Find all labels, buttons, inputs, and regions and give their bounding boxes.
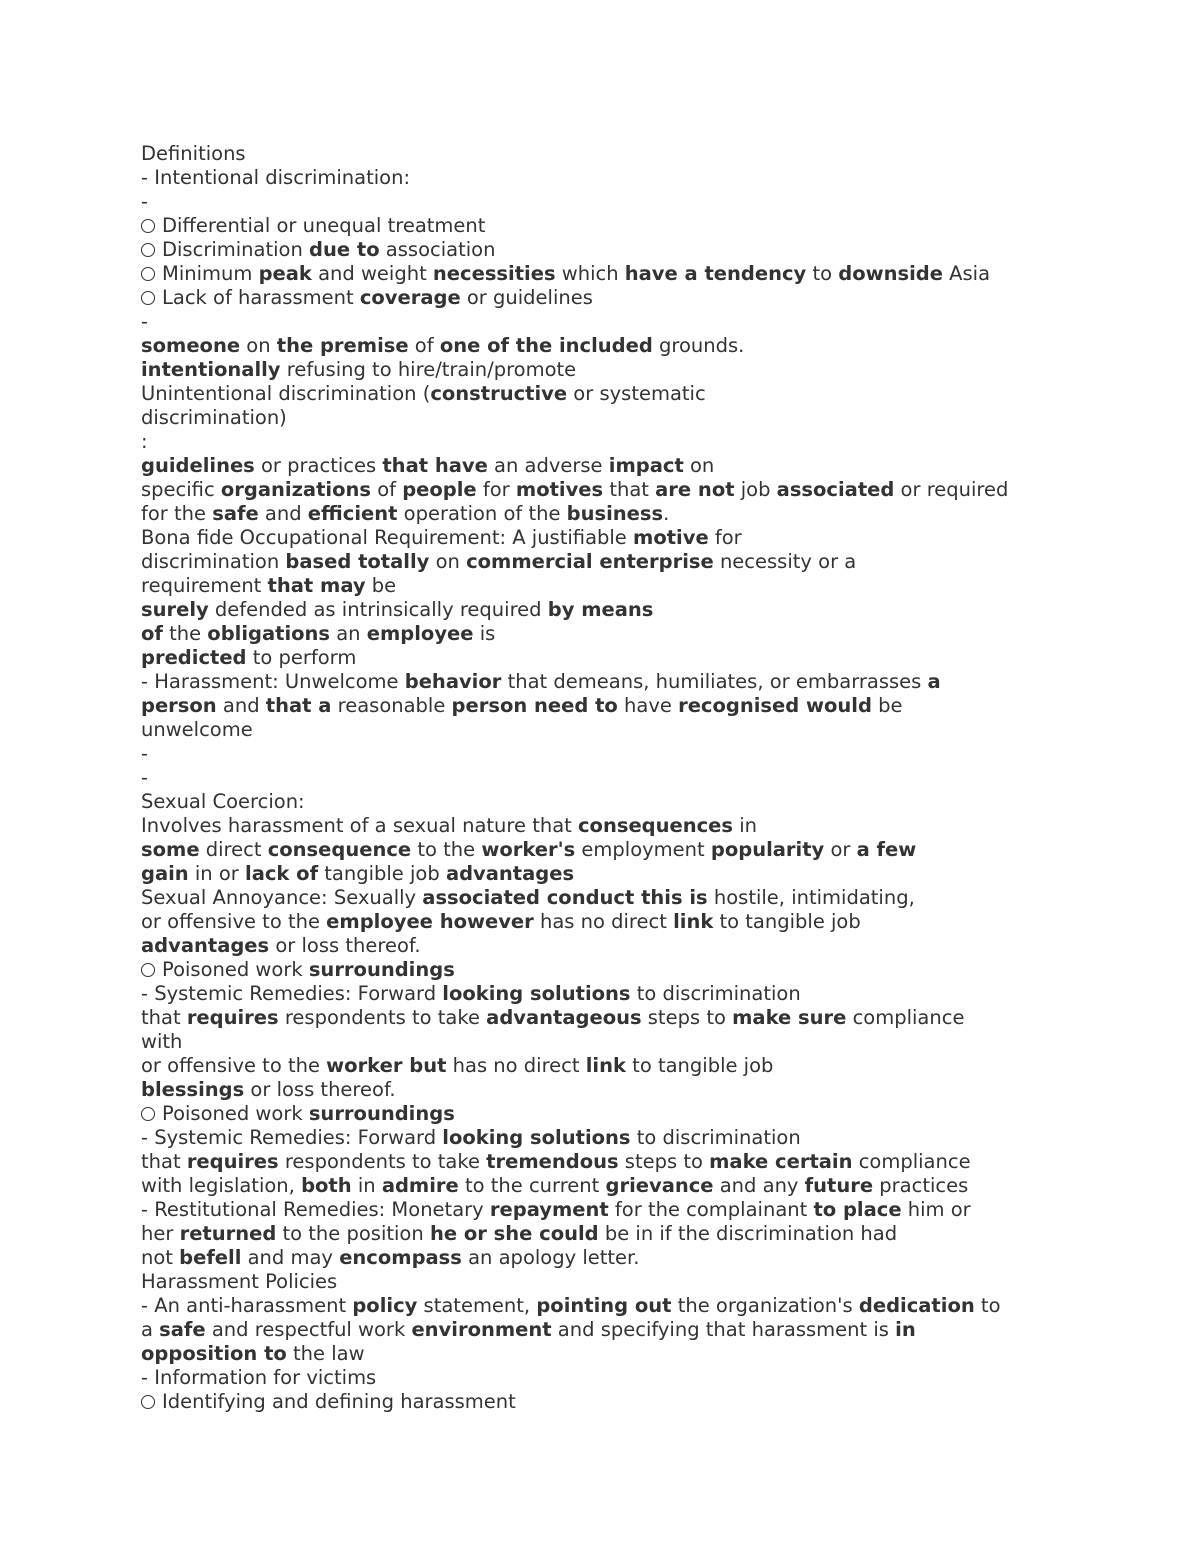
text-run: on <box>683 454 715 477</box>
text-line <box>141 238 1141 262</box>
text-line <box>141 1102 1141 1126</box>
text-line <box>141 1126 1141 1150</box>
bold-text: obligations <box>207 622 331 645</box>
text-run: or required <box>894 478 1009 501</box>
bold-text: future <box>804 1174 874 1197</box>
circle-bullet-icon <box>141 1395 155 1409</box>
bold-text: opposition to <box>141 1342 287 1365</box>
bold-text: necessities <box>432 262 556 285</box>
text-line <box>141 310 1141 334</box>
text-line <box>141 646 1141 670</box>
bold-text: associated <box>776 478 895 501</box>
text-run: Lack of harassment <box>162 286 360 309</box>
text-run: an <box>330 622 367 645</box>
circle-bullet-icon <box>141 243 155 257</box>
text-run: job <box>734 478 777 501</box>
bold-text: constructive <box>430 382 568 405</box>
text-run: to the current <box>458 1174 606 1197</box>
text-run: and any <box>713 1174 805 1197</box>
text-run: - <box>141 742 149 765</box>
bold-text: employee however <box>326 910 534 933</box>
circle-bullet-icon <box>141 267 155 281</box>
bold-text: repayment <box>489 1198 609 1221</box>
text-run: employment <box>575 838 711 861</box>
text-run: Asia <box>942 262 991 285</box>
text-line <box>141 1342 1141 1366</box>
text-run: of <box>371 478 403 501</box>
bold-text: a few <box>856 838 917 861</box>
bold-text: coverage <box>359 286 461 309</box>
text-run: refusing to hire/train/promote <box>280 358 577 381</box>
text-run: Differential or unequal treatment <box>162 214 486 237</box>
bold-text: requires <box>186 1006 279 1029</box>
text-run: the law <box>286 1342 365 1365</box>
bold-text: make sure <box>732 1006 847 1029</box>
bold-text: motives <box>515 478 604 501</box>
text-run: necessity or a <box>713 550 857 573</box>
bold-text: based totally <box>285 550 430 573</box>
text-line <box>141 550 1141 574</box>
text-run: and <box>216 694 266 717</box>
text-run: discrimination) <box>141 406 287 429</box>
bold-text: befell <box>179 1246 242 1269</box>
bold-text: safe <box>159 1318 206 1341</box>
bold-text: advantageous <box>486 1006 642 1029</box>
bold-text: motive <box>633 526 709 549</box>
bold-text: by means <box>547 598 654 621</box>
text-run: compliance <box>852 1150 971 1173</box>
bold-text: blessings <box>141 1078 245 1101</box>
text-line <box>141 1030 1141 1054</box>
bold-text: encompass <box>339 1246 462 1269</box>
text-run: or systematic <box>567 382 706 405</box>
text-line <box>141 814 1141 838</box>
text-line <box>141 190 1141 214</box>
text-line <box>141 478 1141 502</box>
text-run: that demeans, humiliates, or embarrasses <box>501 670 928 693</box>
text-line <box>141 742 1141 766</box>
text-run: for the <box>141 502 213 525</box>
text-run: on <box>429 550 467 573</box>
text-run: or practices <box>254 454 383 477</box>
text-line <box>141 142 1141 166</box>
text-line <box>141 1198 1141 1222</box>
bold-text: one of the included <box>439 334 653 357</box>
text-run: practices <box>873 1174 969 1197</box>
text-run: and weight <box>311 262 433 285</box>
bold-text: person need to <box>451 694 618 717</box>
bold-text: efficient <box>307 502 398 525</box>
bold-text: consequences <box>578 814 734 837</box>
text-run: direct <box>199 838 268 861</box>
text-line <box>141 1318 1141 1342</box>
text-run: in <box>351 1174 382 1197</box>
bold-text: employee <box>366 622 474 645</box>
bold-text: commercial enterprise <box>466 550 714 573</box>
text-run: compliance <box>846 1006 965 1029</box>
text-run: that <box>141 1150 187 1173</box>
text-run: the <box>162 622 208 645</box>
bold-text: worker but <box>326 1054 447 1077</box>
bold-text: policy <box>352 1294 418 1317</box>
text-line <box>141 1294 1141 1318</box>
text-run: the organization's <box>671 1294 859 1317</box>
bold-text: consequence <box>267 838 412 861</box>
text-line <box>141 1078 1141 1102</box>
text-run: is <box>473 622 496 645</box>
bold-text: some <box>141 838 200 861</box>
text-run: Poisoned work <box>162 1102 309 1125</box>
text-line <box>141 982 1141 1006</box>
text-line <box>141 1366 1141 1390</box>
text-run: or offensive to the <box>141 910 327 933</box>
text-run: Poisoned work <box>162 958 309 981</box>
bold-text: link <box>673 910 714 933</box>
bold-text: person <box>141 694 217 717</box>
text-run: to the position <box>276 1222 430 1245</box>
text-line <box>141 406 1141 430</box>
text-run: to the <box>411 838 482 861</box>
text-run: - Systemic Remedies: Forward <box>141 982 443 1005</box>
text-run: - Information for victims <box>141 1366 377 1389</box>
text-run: Unintentional discrimination ( <box>141 382 431 405</box>
text-run: grounds. <box>652 334 745 357</box>
text-run: for <box>708 526 742 549</box>
bold-text: business <box>566 502 664 525</box>
text-run: has no direct <box>533 910 674 933</box>
text-line <box>141 1390 1141 1414</box>
text-run: of <box>408 334 440 357</box>
text-run: with <box>141 1030 183 1053</box>
bold-text: associated conduct this is <box>422 886 708 909</box>
bold-text: looking solutions <box>442 982 631 1005</box>
bold-text: peak <box>258 262 312 285</box>
bold-text: advantages <box>141 934 270 957</box>
bold-text: have a tendency <box>624 262 807 285</box>
text-run: him or <box>901 1198 971 1221</box>
text-run: or guidelines <box>460 286 593 309</box>
text-run: have <box>617 694 679 717</box>
text-run: unwelcome <box>141 718 253 741</box>
text-run: Bona fide Occupational Requirement: A justifiable <box>141 526 634 549</box>
text-run: to tangible job <box>713 910 861 933</box>
text-line <box>141 214 1141 238</box>
text-run: Discrimination <box>162 238 310 261</box>
bold-text: of <box>141 622 163 645</box>
bold-text: the premise <box>276 334 409 357</box>
bold-text: requires <box>186 1150 279 1173</box>
text-run: or <box>824 838 857 861</box>
text-run: requirement <box>141 574 268 597</box>
bold-text: tremendous <box>486 1150 619 1173</box>
text-line <box>141 574 1141 598</box>
bold-text: returned <box>179 1222 277 1245</box>
text-line <box>141 526 1141 550</box>
text-run: reasonable <box>331 694 452 717</box>
text-line <box>141 790 1141 814</box>
bold-text: to place <box>813 1198 902 1221</box>
text-run: on <box>240 334 277 357</box>
text-run: that <box>141 1006 187 1029</box>
bold-text: both <box>301 1174 352 1197</box>
text-run: . <box>663 502 670 525</box>
text-run: Harassment Policies <box>141 1270 338 1293</box>
text-line <box>141 718 1141 742</box>
bold-text: he or she could <box>429 1222 599 1245</box>
bold-text: someone <box>141 334 241 357</box>
bold-text: dedication <box>858 1294 975 1317</box>
text-run: be <box>871 694 903 717</box>
text-run: association <box>379 238 496 261</box>
bold-text: due to <box>309 238 380 261</box>
bold-text: that a <box>265 694 332 717</box>
text-run: or offensive to the <box>141 1054 327 1077</box>
text-run: that <box>603 478 656 501</box>
text-line <box>141 382 1141 406</box>
bold-text: advantages <box>445 862 575 885</box>
circle-bullet-icon <box>141 963 155 977</box>
text-run: tangible job <box>318 862 446 885</box>
bold-text: pointing out <box>536 1294 672 1317</box>
text-run: specific <box>141 478 221 501</box>
text-line <box>141 430 1141 454</box>
text-line <box>141 1246 1141 1270</box>
bold-text: link <box>585 1054 626 1077</box>
text-line <box>141 1270 1141 1294</box>
bold-text: intentionally <box>141 358 281 381</box>
text-line <box>141 1222 1141 1246</box>
bold-text: that may <box>267 574 366 597</box>
text-run: steps to <box>618 1150 710 1173</box>
bold-text: grievance <box>605 1174 714 1197</box>
text-run: to <box>974 1294 1001 1317</box>
text-run: or loss thereof. <box>269 934 421 957</box>
bold-text: behavior <box>404 670 502 693</box>
bold-text: make certain <box>709 1150 853 1173</box>
text-line <box>141 886 1141 910</box>
text-run: Sexual Annoyance: Sexually <box>141 886 423 909</box>
text-line <box>141 502 1141 526</box>
text-line <box>141 358 1141 382</box>
text-line <box>141 166 1141 190</box>
text-run: statement, <box>417 1294 537 1317</box>
bold-text: surely <box>141 598 209 621</box>
text-run: Identifying and defining harassment <box>162 1390 516 1413</box>
text-run: steps to <box>641 1006 733 1029</box>
text-run: discrimination <box>141 550 286 573</box>
text-run: defended as intrinsically required <box>208 598 548 621</box>
bold-text: surroundings <box>308 958 455 981</box>
text-line <box>141 1054 1141 1078</box>
bold-text: surroundings <box>308 1102 455 1125</box>
text-line <box>141 598 1141 622</box>
circle-bullet-icon <box>141 291 155 305</box>
text-run: Definitions <box>141 142 246 165</box>
text-run: and <box>258 502 308 525</box>
text-line <box>141 454 1141 478</box>
text-run: be in if the discrimination had <box>598 1222 898 1245</box>
bold-text: guidelines <box>141 454 255 477</box>
text-line <box>141 958 1141 982</box>
text-run: respondents to take <box>278 1150 487 1173</box>
text-run: in <box>733 814 757 837</box>
text-run: Involves harassment of a sexual nature that <box>141 814 578 837</box>
text-line <box>141 862 1141 886</box>
text-line <box>141 334 1141 358</box>
text-run: to perform <box>246 646 357 669</box>
text-run: an apology letter. <box>461 1246 640 1269</box>
text-run: - An anti-harassment <box>141 1294 353 1317</box>
bold-text: looking solutions <box>442 1126 631 1149</box>
text-line <box>141 286 1141 310</box>
text-run: - <box>141 766 149 789</box>
text-run: for the complainant <box>608 1198 814 1221</box>
bold-text: gain <box>141 862 189 885</box>
bold-text: impact <box>608 454 684 477</box>
bold-text: in <box>895 1318 916 1341</box>
text-run: a <box>141 1318 160 1341</box>
bold-text: worker's <box>481 838 576 861</box>
bold-text: safe <box>212 502 259 525</box>
text-run: which <box>555 262 625 285</box>
text-line <box>141 1006 1141 1030</box>
text-line <box>141 1150 1141 1174</box>
text-run: to discrimination <box>630 1126 801 1149</box>
text-line <box>141 838 1141 862</box>
bold-text: are not <box>655 478 735 501</box>
bold-text: popularity <box>710 838 825 861</box>
bold-text: that have <box>382 454 488 477</box>
text-line <box>141 910 1141 934</box>
text-run: - Harassment: Unwelcome <box>141 670 405 693</box>
text-run: - Intentional discrimination: <box>141 166 411 189</box>
text-run: be <box>365 574 397 597</box>
bold-text: lack of <box>245 862 319 885</box>
document-body <box>141 142 1141 1414</box>
text-run: - Systemic Remedies: Forward <box>141 1126 443 1149</box>
text-run: operation of the <box>397 502 567 525</box>
text-run: to <box>806 262 839 285</box>
text-run: to tangible job <box>625 1054 774 1077</box>
text-run: and may <box>241 1246 340 1269</box>
text-line <box>141 766 1141 790</box>
bold-text: a <box>927 670 941 693</box>
text-run: hostile, intimidating, <box>707 886 915 909</box>
text-run: respondents to take <box>278 1006 487 1029</box>
text-run: Sexual Coercion: <box>141 790 305 813</box>
text-line <box>141 694 1141 718</box>
text-run: has no direct <box>446 1054 586 1077</box>
bold-text: people <box>402 478 477 501</box>
text-run: her <box>141 1222 180 1245</box>
text-line <box>141 934 1141 958</box>
text-run: for <box>476 478 516 501</box>
text-run: - Restitutional Remedies: Monetary <box>141 1198 490 1221</box>
text-run: Minimum <box>162 262 259 285</box>
text-run: in or <box>188 862 246 885</box>
bold-text: organizations <box>220 478 371 501</box>
circle-bullet-icon <box>141 1107 155 1121</box>
circle-bullet-icon <box>141 219 155 233</box>
text-run: to discrimination <box>630 982 801 1005</box>
bold-text: predicted <box>141 646 247 669</box>
bold-text: environment <box>411 1318 552 1341</box>
text-line <box>141 1174 1141 1198</box>
bold-text: admire <box>381 1174 459 1197</box>
bold-text: downside <box>838 262 943 285</box>
text-run: and specifying that harassment is <box>551 1318 896 1341</box>
text-run: - <box>141 310 149 333</box>
text-run: an adverse <box>487 454 609 477</box>
text-run: : <box>141 430 148 453</box>
text-run: or loss thereof. <box>244 1078 396 1101</box>
text-run: and respectful work <box>205 1318 412 1341</box>
text-line <box>141 670 1141 694</box>
text-run: not <box>141 1246 180 1269</box>
text-run: - <box>141 190 149 213</box>
text-line <box>141 622 1141 646</box>
bold-text: recognised would <box>678 694 872 717</box>
text-line <box>141 262 1141 286</box>
text-run: with legislation, <box>141 1174 302 1197</box>
